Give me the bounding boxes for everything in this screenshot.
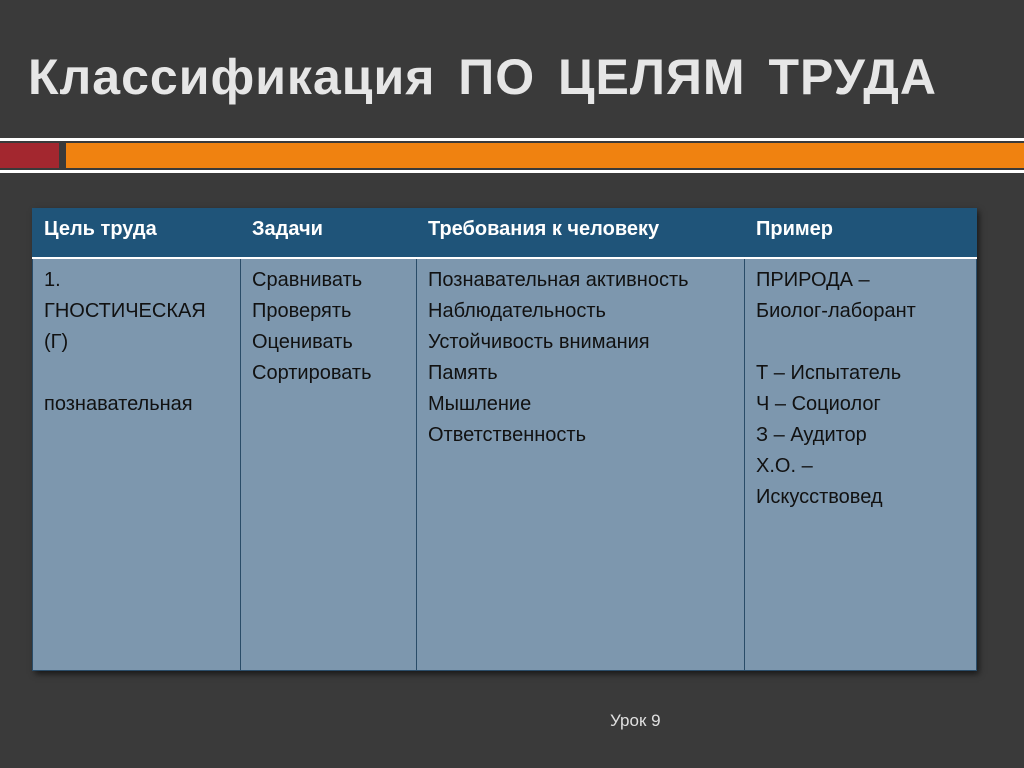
example-item: Ч – Социолог xyxy=(756,393,881,415)
table-row xyxy=(33,258,977,671)
example-item: ПРИРОДА – xyxy=(756,269,870,291)
example-item xyxy=(756,327,965,358)
requirement-item: Ответственность xyxy=(428,424,586,446)
example-item: Искусствовед xyxy=(756,486,883,508)
band-red-accent xyxy=(0,143,59,168)
band-orange-accent xyxy=(66,143,1024,168)
goal-line: познавательная xyxy=(44,393,193,415)
classification-table-container xyxy=(32,208,976,671)
cell-goal xyxy=(33,258,241,671)
cell-tasks xyxy=(241,258,417,671)
classification-table xyxy=(32,208,977,671)
requirement-item: Познавательная активность xyxy=(428,269,689,291)
requirement-item: Мышление xyxy=(428,393,532,415)
example-item: Т – Испытатель xyxy=(756,362,902,384)
header-example: Пример xyxy=(745,208,977,258)
cell-requirements xyxy=(417,258,745,671)
task-item: Оценивать xyxy=(252,331,353,353)
header-tasks: Задачи xyxy=(241,208,417,258)
header-goal: Цель труда xyxy=(33,208,241,258)
task-item: Сортировать xyxy=(252,362,372,384)
requirement-item: Устойчивость внимания xyxy=(428,331,650,353)
slide-title: Классификация ПО ЦЕЛЯМ ТРУДА xyxy=(28,49,937,105)
requirement-item: Память xyxy=(428,362,498,384)
requirement-item: Наблюдательность xyxy=(428,300,606,322)
task-item: Сравнивать xyxy=(252,269,363,291)
goal-line: (Г) xyxy=(44,331,69,353)
example-item: Х.О. – xyxy=(756,455,813,477)
slide-footer: Урок 9 xyxy=(610,711,661,730)
table-header-row xyxy=(33,208,977,258)
band-divider-bottom xyxy=(0,170,1024,173)
band-divider-top xyxy=(0,138,1024,141)
goal-line: ГНОСТИЧЕСКАЯ xyxy=(44,300,206,322)
header-requirements: Требования к человеку xyxy=(417,208,745,258)
example-item: Биолог-лаборант xyxy=(756,300,916,322)
task-item: Проверять xyxy=(252,300,352,322)
example-item: З – Аудитор xyxy=(756,424,867,446)
cell-examples xyxy=(745,258,977,671)
goal-line: 1. xyxy=(44,269,61,291)
goal-line xyxy=(44,358,229,389)
